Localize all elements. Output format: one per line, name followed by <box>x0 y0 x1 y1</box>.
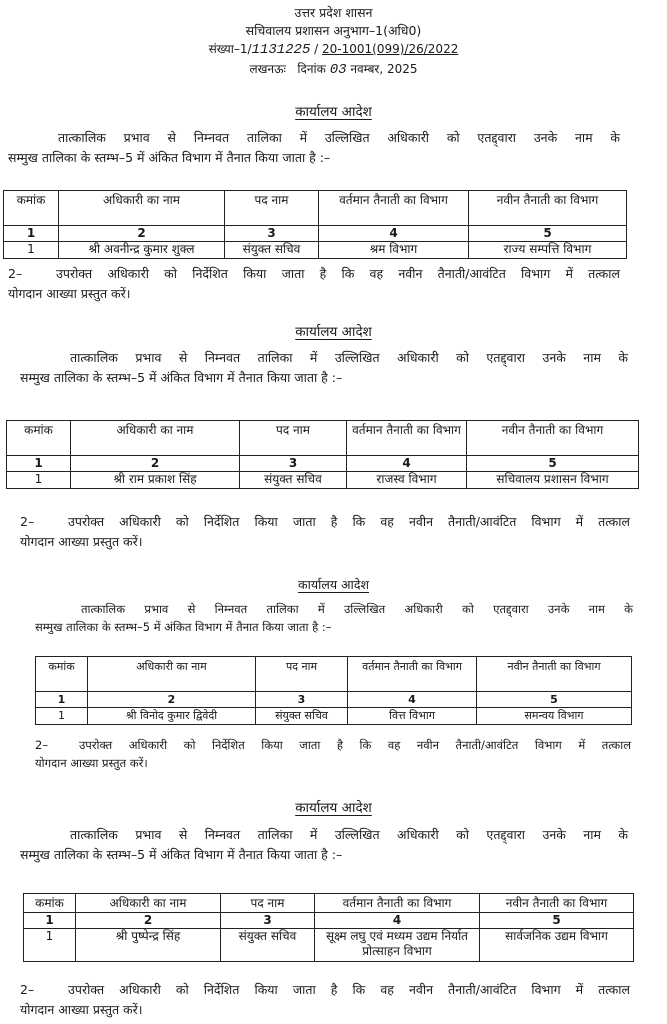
intro-line-2: सम्मुख तालिका के स्तम्भ–5 में अंकित विभाग में तैनात किया जाता है :– <box>20 370 343 385</box>
column-number: 1 <box>24 913 76 929</box>
note-number: 2– <box>20 514 35 529</box>
header-serial: कमांक <box>7 421 71 456</box>
cell-serial: 1 <box>36 708 88 725</box>
note-number: 2– <box>20 982 35 997</box>
order-title: कार्यालय आदेश <box>295 324 372 340</box>
cell-officer-name: श्री पुष्पेन्द्र सिंह <box>76 929 221 962</box>
ref-prefix: संख्या–1/ <box>208 42 252 56</box>
header-serial: कमांक <box>24 894 76 913</box>
order-note <box>20 512 630 552</box>
ref-separator: / <box>310 42 323 56</box>
note-line-1: उपरोक्त अधिकारी को निर्देशित किया जाता है कि वह नवीन तैनाती/आवंटित विभाग में तत्काल <box>68 982 630 997</box>
posting-table <box>23 893 634 962</box>
order-title: कार्यालय आदेश <box>295 104 372 120</box>
column-number: 2 <box>71 456 240 472</box>
note-line-2: योगदान आख्या प्रस्तुत करें। <box>20 1002 143 1017</box>
note-number: 2– <box>35 738 49 752</box>
column-number: 3 <box>256 692 348 708</box>
note-line-2: योगदान आख्या प्रस्तुत करें। <box>35 756 148 770</box>
ref-file-number: 20-1001(099)/26/2022 <box>322 42 459 56</box>
column-number: 4 <box>347 456 467 472</box>
posting-table <box>35 656 632 725</box>
column-number: 4 <box>319 226 469 242</box>
ref-handwritten-number: 1131225 <box>251 42 311 58</box>
order-note <box>8 264 620 304</box>
table-row <box>7 472 639 489</box>
cell-new-department: सार्वजनिक उद्यम विभाग <box>480 929 634 962</box>
order-title: कार्यालय आदेश <box>295 800 372 816</box>
intro-line-2: सम्मुख तालिका के स्तम्भ–5 में अंकित विभाग में तैनात किया जाता है :– <box>8 150 331 165</box>
cell-serial: 1 <box>4 242 59 259</box>
header-new-department: नवीन तैनाती का विभाग <box>477 657 632 692</box>
header-designation: पद नाम <box>221 894 315 913</box>
intro-line-1: तात्कालिक प्रभाव से निम्नवत तालिका में उल्लिखित अधिकारी को एतद्द्वारा उनके नाम के <box>81 602 633 616</box>
reference-number <box>0 40 667 58</box>
section-heading: सचिवालय प्रशासन अनुभाग–1(अधि0) <box>245 23 422 38</box>
cell-officer-name: श्री अवनीन्द्र कुमार शुक्ल <box>59 242 225 259</box>
note-number: 2– <box>8 266 23 281</box>
note-line-1: उपरोक्त अधिकारी को निर्देशित किया जाता है कि वह नवीन तैनाती/आवंटित विभाग में तत्काल <box>68 514 630 529</box>
column-number: 2 <box>76 913 221 929</box>
column-number: 5 <box>469 226 627 242</box>
posting-table <box>3 190 627 259</box>
header-designation: पद नाम <box>240 421 347 456</box>
note-line-2: योगदान आख्या प्रस्तुत करें। <box>8 286 131 301</box>
cell-new-department: समन्वय विभाग <box>477 708 632 725</box>
header-new-department: नवीन तैनाती का विभाग <box>469 191 627 226</box>
header-current-department: वर्तमान तैनाती का विभाग <box>347 421 467 456</box>
order-intro <box>35 600 633 636</box>
column-number: 3 <box>240 456 347 472</box>
note-line-1: उपरोक्त अधिकारी को निर्देशित किया जाता है कि वह नवीन तैनाती/आवंटित विभाग में तत्काल <box>79 738 631 752</box>
header-officer-name: अधिकारी का नाम <box>76 894 221 913</box>
column-number: 3 <box>221 913 315 929</box>
header-officer-name: अधिकारी का नाम <box>88 657 256 692</box>
order-note <box>35 736 631 772</box>
cell-new-department: सचिवालय प्रशासन विभाग <box>467 472 639 489</box>
header-serial: कमांक <box>36 657 88 692</box>
column-number: 4 <box>348 692 477 708</box>
table-row <box>4 242 627 259</box>
cell-designation: संयुक्त सचिव <box>221 929 315 962</box>
place-label: लखनऊः <box>249 62 286 76</box>
cell-current-department: राजस्व विभाग <box>347 472 467 489</box>
cell-serial: 1 <box>7 472 71 489</box>
government-heading: उत्तर प्रदेश शासन <box>294 5 373 20</box>
header-current-department: वर्तमान तैनाती का विभाग <box>315 894 480 913</box>
cell-current-department: वित्त विभाग <box>348 708 477 725</box>
column-number: 1 <box>4 226 59 242</box>
table-row <box>24 929 634 962</box>
header-officer-name: अधिकारी का नाम <box>59 191 225 226</box>
intro-line-1: तात्कालिक प्रभाव से निम्नवत तालिका में उल्लिखित अधिकारी को एतद्द्वारा उनके नाम के <box>58 130 620 145</box>
cell-new-department: राज्य सम्पत्ति विभाग <box>469 242 627 259</box>
column-number: 1 <box>36 692 88 708</box>
header-current-department: वर्तमान तैनाती का विभाग <box>319 191 469 226</box>
cell-designation: संयुक्त सचिव <box>225 242 319 259</box>
header-serial: कमांक <box>4 191 59 226</box>
cell-serial: 1 <box>24 929 76 962</box>
column-number: 4 <box>315 913 480 929</box>
cell-officer-name: श्री विनोद कुमार द्विवेदी <box>88 708 256 725</box>
intro-line-1: तात्कालिक प्रभाव से निम्नवत तालिका में उल्लिखित अधिकारी को एतद्द्वारा उनके नाम के <box>70 350 628 365</box>
order-intro <box>20 825 628 865</box>
cell-current-department: श्रम विभाग <box>319 242 469 259</box>
note-line-2: योगदान आख्या प्रस्तुत करें। <box>20 534 143 549</box>
intro-line-1: तात्कालिक प्रभाव से निम्नवत तालिका में उल्लिखित अधिकारी को एतद्द्वारा उनके नाम के <box>70 827 628 842</box>
cell-designation: संयुक्त सचिव <box>256 708 348 725</box>
column-number: 5 <box>480 913 634 929</box>
header-officer-name: अधिकारी का नाम <box>71 421 240 456</box>
header-designation: पद नाम <box>256 657 348 692</box>
date-day: 03 <box>329 62 347 78</box>
table-row <box>36 708 632 725</box>
column-number: 2 <box>88 692 256 708</box>
column-number: 2 <box>59 226 225 242</box>
column-number: 5 <box>477 692 632 708</box>
header-current-department: वर्तमान तैनाती का विभाग <box>348 657 477 692</box>
cell-current-department: सूक्ष्म लघु एवं मध्यम उद्यम निर्यात प्रोत्साहन विभाग <box>315 929 480 962</box>
intro-line-2: सम्मुख तालिका के स्तम्भ–5 में अंकित विभाग में तैनात किया जाता है :– <box>20 847 343 862</box>
intro-line-2: सम्मुख तालिका के स्तम्भ–5 में अंकित विभाग में तैनात किया जाता है :– <box>35 620 332 634</box>
header-new-department: नवीन तैनाती का विभाग <box>467 421 639 456</box>
cell-officer-name: श्री राम प्रकाश सिंह <box>71 472 240 489</box>
place-date-line <box>0 60 667 78</box>
order-intro <box>20 348 628 388</box>
header-new-department: नवीन तैनाती का विभाग <box>480 894 634 913</box>
date-label: दिनांक <box>297 62 326 76</box>
order-intro <box>8 128 620 168</box>
column-number: 3 <box>225 226 319 242</box>
order-note <box>20 980 630 1020</box>
header-designation: पद नाम <box>225 191 319 226</box>
note-line-1: उपरोक्त अधिकारी को निर्देशित किया जाता है कि वह नवीन तैनाती/आवंटित विभाग में तत्काल <box>56 266 620 281</box>
posting-table <box>6 420 639 489</box>
cell-designation: संयुक्त सचिव <box>240 472 347 489</box>
order-title: कार्यालय आदेश <box>298 577 369 592</box>
column-number: 1 <box>7 456 71 472</box>
date-month-year: नवम्बर, 2025 <box>350 62 418 76</box>
column-number: 5 <box>467 456 639 472</box>
